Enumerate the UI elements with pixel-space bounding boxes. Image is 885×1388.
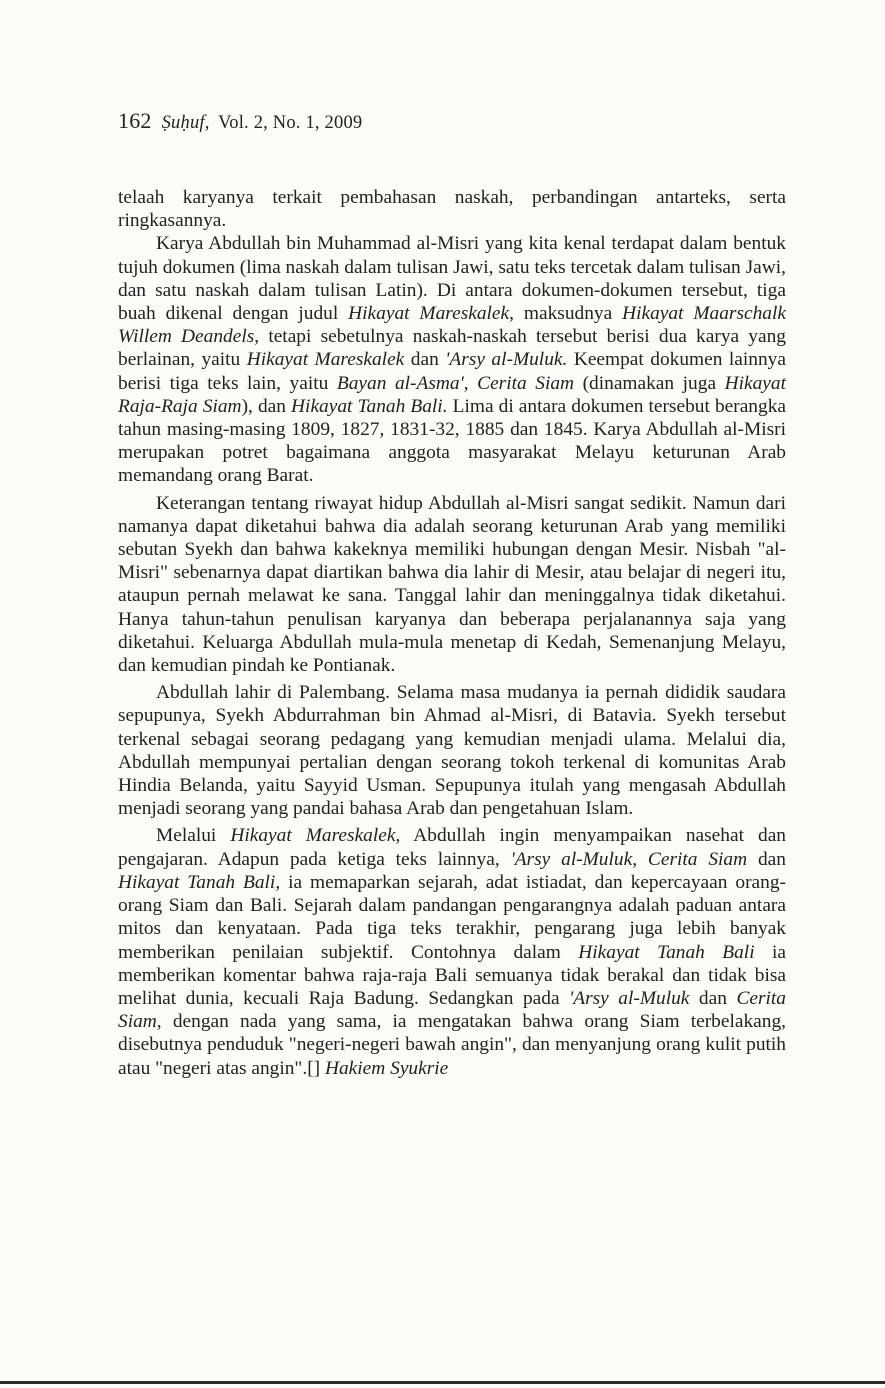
text-run: Karya Abdullah bin Muhammad al-Misri yang kita kenal terdapat dalam bentuk tujuh dokumen (lima naskah dalam tulisan Jawi, satu teks tercetak dalam tulisan Jawi, dan satu naskah dalam tulisan Latin). Di antara dokumen-dokumen tersebut, tiga buah dikenal dengan judul xyxy=(118,233,786,325)
text-run: dengan nada yang sama, ia mengatakan bahwa orang Siam terbelakang, disebutnya penduduk "negeri-negeri bawah angin", dan menyanjung orang kulit putih atau "negeri atas angin".[] xyxy=(118,1011,786,1079)
title-italic: 'Arsy al-Muluk xyxy=(569,987,690,1009)
text-run: dan xyxy=(404,349,446,371)
title-italic: Bayan al-Asma' xyxy=(336,372,464,394)
text-run: ), dan xyxy=(241,395,292,417)
text-run: Keempat dokumen lainnya berisi tiga teks lain, yaitu xyxy=(118,349,786,394)
title-italic: Hikayat Tanah Bali xyxy=(578,941,755,963)
title-italic: Hikayat Mareskalek xyxy=(348,303,510,325)
paragraph-content xyxy=(118,824,786,1079)
page-number: 162 xyxy=(118,108,152,133)
title-italic: Hikayat Raja-Raja Siam xyxy=(118,372,786,417)
scan-edge-rule xyxy=(0,1381,885,1384)
text-run: , tetapi sebetulnya naskah-naskah tersebut berisi dua karya yang berlainan, yaitu xyxy=(118,326,786,371)
text-run: , ia memaparkan sejarah, adat istiadat, dan kepercayaan orang-orang Siam dan Bali. Sejarah dalam pandangan pengarangnya adalah paduan antara mitos dan kenyataan. Pada tiga teks terakhir, pengarang juga lebih banyak memberikan penilaian subjektif. Contohnya dalam xyxy=(118,871,786,963)
paragraph-biography: Keterangan tentang riwayat hidup Abdullah al-Misri sangat sedikit. Namun dari namanya dapat diketahui bahwa dia adalah seorang keturunan Arab yang memiliki sebutan Syekh dan bahwa kakeknya memiliki hubungan dengan Mesir. Nisbah "al-Misri" sebenarnya dapat diartikan bahwa dia lahir di Mesir, atau belajar di negeri itu, ataupun pernah melawat ke sana. Tanggal lahir dan meninggalnya tidak diketahui. Hanya tahun-tahun penulisan karyanya dan beberapa perjalanannya saja yang diketahui. Keluarga Abdullah mula-mula menetap di Kedah, Semenanjung Melayu, dan kemudian pindah ke Pontianak. xyxy=(118,492,786,677)
paragraph-education: Abdullah lahir di Palembang. Selama masa mudanya ia pernah dididik saudara sepupunya, Syekh Abdurrahman bin Ahmad al-Misri, di Batavia. Syekh tersebut terkenal sebagai seorang pedagang yang kemudian menjadi ulama. Melalui dia, Abdullah mempunyai pertalian dengan seorang tokoh terkenal di komunitas Arab Hindia Belanda, yaitu Sayyid Usman. Sepupunya itulah yang mengasah Abdullah menjadi seorang yang pandai bahasa Arab dan pengetahuan Islam. xyxy=(118,682,786,820)
journal-title: Ṣuḥuf, xyxy=(161,113,210,133)
text-run: , Abdullah ingin menyampaikan nasehat dan pengajaran. Adapun pada ketiga teks lainnya, xyxy=(118,825,786,870)
text-run: , xyxy=(463,372,478,394)
paragraph-works xyxy=(118,232,786,487)
title-italic: Cerita Siam, xyxy=(118,987,786,1033)
title-italic: Hikayat Mareskalek xyxy=(230,825,396,847)
title-italic: Hikayat Mareskalek xyxy=(246,349,405,371)
volume-info: Vol. 2, No. 1, 2009 xyxy=(218,113,363,133)
title-italic: Cerita Siam xyxy=(477,372,575,394)
paragraph-continued: telaah karyanya terkait pembahasan naskah, perbandingan antarteks, serta ringkasannya. xyxy=(118,187,786,232)
text-run: dan xyxy=(747,848,786,870)
text-run: Melalui xyxy=(156,825,231,847)
title-italic: 'Arsy al-Muluk, Cerita Siam xyxy=(510,848,748,870)
running-header xyxy=(118,108,362,134)
title-italic: Hikayat Maarschalk Willem Deandels xyxy=(118,303,786,348)
text-run: Lima di antara dokumen tersebut berangka tahun masing-masing 1809, 1827, 1831-32, 1885 dan 1845. Karya Abdullah al-Misri merupakan potret bagaimana anggota masyarakat Melayu keturunan Arab memandang orang Barat. xyxy=(118,395,786,487)
text-run: (dinamakan juga xyxy=(574,372,725,394)
text-run: , maksudnya xyxy=(509,303,623,325)
text-run: ia memberikan komentar bahwa raja-raja Bali semuanya tidak berakal dan tidak bisa melihat dunia, kecuali Raja Badung. Sedangkan pada xyxy=(118,941,787,1009)
title-italic: 'Arsy al-Muluk. xyxy=(445,349,568,371)
text-run: dan xyxy=(689,987,737,1009)
title-italic: Hikayat Tanah Bali xyxy=(118,871,276,893)
title-italic: Hikayat Tanah Bali. xyxy=(291,395,448,417)
body-text xyxy=(118,186,786,1080)
author-signature: Hakiem Syukrie xyxy=(324,1057,449,1079)
